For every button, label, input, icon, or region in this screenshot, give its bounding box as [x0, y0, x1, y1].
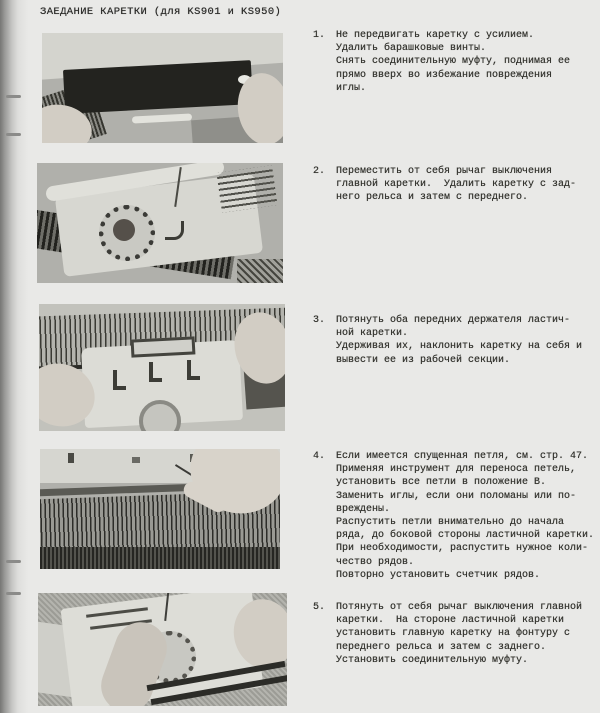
step-number: 5.	[313, 602, 326, 613]
step-text	[336, 165, 576, 205]
step-text	[336, 450, 594, 582]
text-line: ной каретки.	[336, 328, 409, 340]
binding-mark	[6, 560, 21, 563]
connecting-arm	[63, 60, 253, 114]
photo-step-1	[42, 33, 283, 143]
machine-detail	[132, 457, 140, 463]
text-line: переднего рельса и затем с заднего.	[336, 641, 547, 653]
photo-step-3	[39, 304, 285, 431]
text-line: главной каретки. Удалить каретку с зад-	[336, 179, 577, 191]
text-line: Если имеется спущенная петля, см. стр. 47.	[336, 451, 589, 462]
text-line: Не передвигать каретку с усилием.	[336, 30, 535, 41]
step-2	[313, 165, 576, 205]
text-line: Применяя инструмент для переноса петель,	[336, 464, 577, 476]
step-text	[336, 601, 582, 667]
step-1	[313, 29, 570, 95]
text-line: прямо вверх во избежание повреждения	[336, 69, 553, 81]
text-line: каретки. На стороне ластичной каретки	[336, 615, 565, 627]
text-line: чество рядов.	[336, 556, 415, 568]
step-number: 4.	[313, 451, 326, 462]
carriage-marking	[113, 370, 126, 390]
text-line: Повторно установить счетчик рядов.	[336, 569, 541, 581]
carriage-handle	[131, 336, 196, 357]
text-line: Установить соединительную муфту.	[336, 654, 529, 666]
step-number: 3.	[313, 315, 326, 326]
text-line: Потянуть от себя рычаг выключения главной	[336, 602, 583, 613]
photo-step-4	[40, 449, 280, 569]
binding-mark	[6, 592, 21, 595]
carriage-marking	[187, 360, 200, 380]
text-line: Заменить иглы, если они поломаны или по-	[336, 490, 577, 502]
text-line: При необходимости, распустить нужное коли-	[336, 543, 589, 555]
step-3	[313, 314, 582, 367]
photo-step-5	[38, 593, 287, 706]
text-line: иглы.	[336, 82, 367, 94]
dial-center	[113, 219, 135, 241]
text-line: вывести ее из рабочей секции.	[336, 354, 511, 366]
page-title: ЗАЕДАНИЕ КАРЕТКИ (для KS901 и KS950)	[40, 6, 282, 18]
text-line: Потянуть оба передних держателя ластич-	[336, 315, 571, 326]
text-line: Распустить петли внимательно до начала	[336, 517, 565, 529]
text-line: ряда, до боковой стороны ластичной каретки.	[336, 530, 595, 542]
text-line: Снять соединительную муфту, поднимая ее	[336, 56, 571, 68]
step-text	[336, 314, 582, 367]
arm-slot	[132, 113, 192, 123]
needle-butts	[40, 547, 280, 569]
text-line: установить главную каретку на фонтуру с	[336, 628, 571, 640]
text-line: Удерживая их, наклонить каретку на себя и	[336, 341, 583, 353]
step-5	[313, 601, 582, 667]
text-line: вреждены.	[336, 503, 391, 515]
vent-slots	[216, 165, 277, 212]
text-line: установить все петли в положение B.	[336, 477, 547, 489]
hatched-area	[237, 259, 283, 283]
text-line: Переместить от себя рычаг выключения	[336, 166, 553, 177]
step-number: 1.	[313, 30, 326, 41]
text-line: него рельса и затем с переднего.	[336, 192, 529, 204]
page-binding-edge	[0, 0, 30, 713]
carriage-marking	[149, 362, 162, 382]
machine-detail	[68, 453, 74, 463]
photo-step-2	[37, 163, 283, 283]
step-number: 2.	[313, 166, 326, 177]
binding-mark	[6, 133, 21, 136]
binding-mark	[6, 95, 21, 98]
step-4	[313, 450, 594, 582]
step-text	[336, 29, 570, 95]
text-line: Удалить барашковые винты.	[336, 43, 487, 55]
